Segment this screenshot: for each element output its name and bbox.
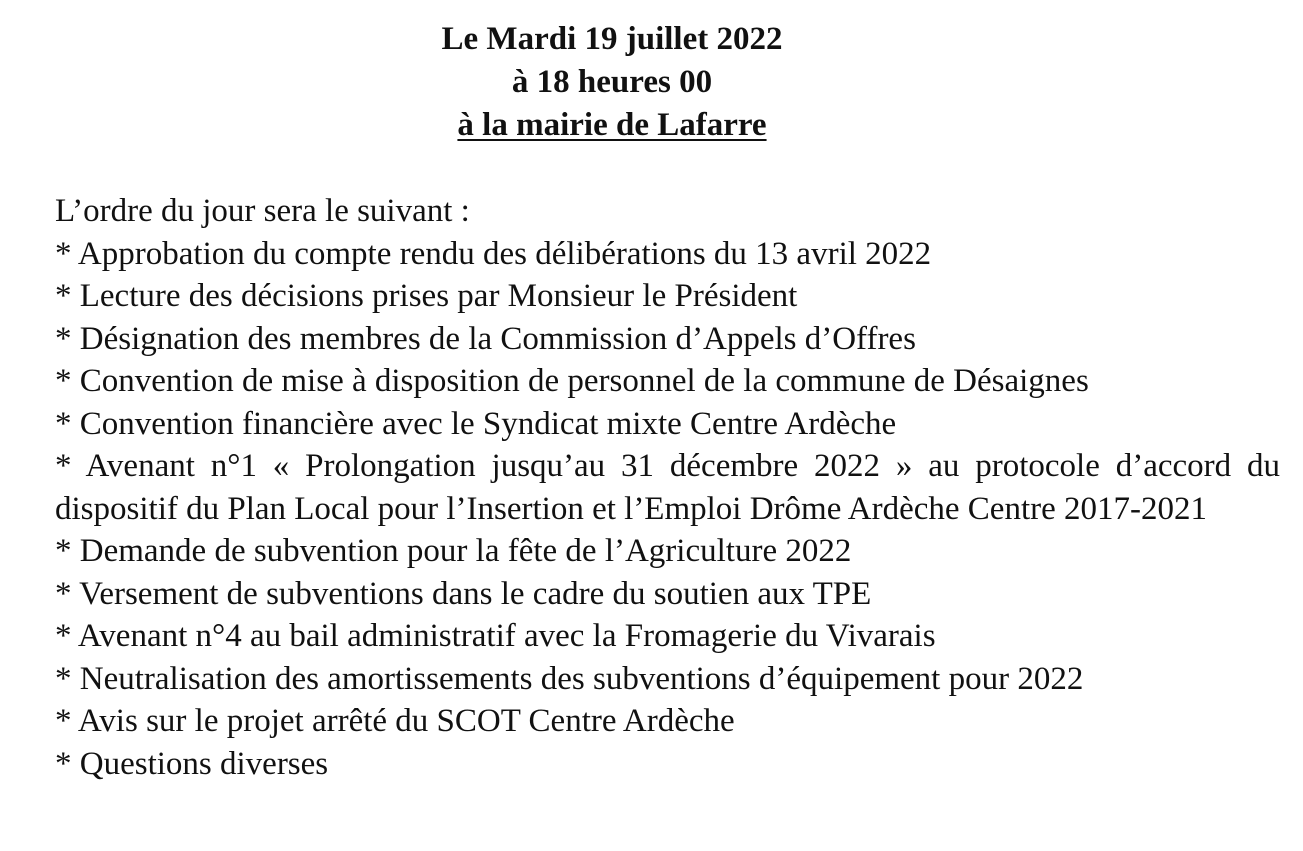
- agenda-item: * Avis sur le projet arrêté du SCOT Centre Ardèche: [55, 703, 735, 739]
- agenda-item: * Demande de subvention pour la fête de l’Agriculture 2022: [55, 533, 852, 569]
- agenda-item: * Neutralisation des amortissements des subventions d’équipement pour 2022: [55, 660, 1084, 697]
- agenda-item: * Lecture des décisions prises par Monsieur le Président: [55, 278, 798, 314]
- agenda-item: * Convention financière avec le Syndicat mixte Centre Ardèche: [55, 405, 897, 442]
- agenda-item: * Versement de subventions dans le cadre du soutien aux TPE: [55, 575, 872, 612]
- agenda-item: * Avenant n°4 au bail administratif avec la Fromagerie du Vivarais: [55, 618, 936, 654]
- agenda-item: * Approbation du compte rendu des délibérations du 13 avril 2022: [55, 235, 932, 272]
- meeting-header: [0, 18, 1224, 147]
- agenda-list: [55, 233, 1280, 786]
- meeting-time: à 18 heures 00: [511, 64, 713, 100]
- meeting-date: Le Mardi 19 juillet 2022: [441, 21, 783, 57]
- meeting-place: à la mairie de Lafarre: [457, 107, 767, 143]
- agenda-item: * Désignation des membres de la Commission d’Appels d’Offres: [55, 320, 916, 357]
- agenda-section: [55, 190, 1280, 785]
- agenda-item: * Questions diverses: [55, 745, 329, 782]
- agenda-item: * Convention de mise à disposition de personnel de la commune de Désaignes: [55, 363, 1089, 399]
- agenda-intro: L’ordre du jour sera le suivant :: [55, 193, 470, 229]
- agenda-item: * Avenant n°1 « Prolongation jusqu’au 31 décembre 2022 » au protocole d’accord du dispositif du Plan Local pour l’Insertion et l’Emploi Drôme Ardèche Centre 2017-2021: [55, 448, 1280, 527]
